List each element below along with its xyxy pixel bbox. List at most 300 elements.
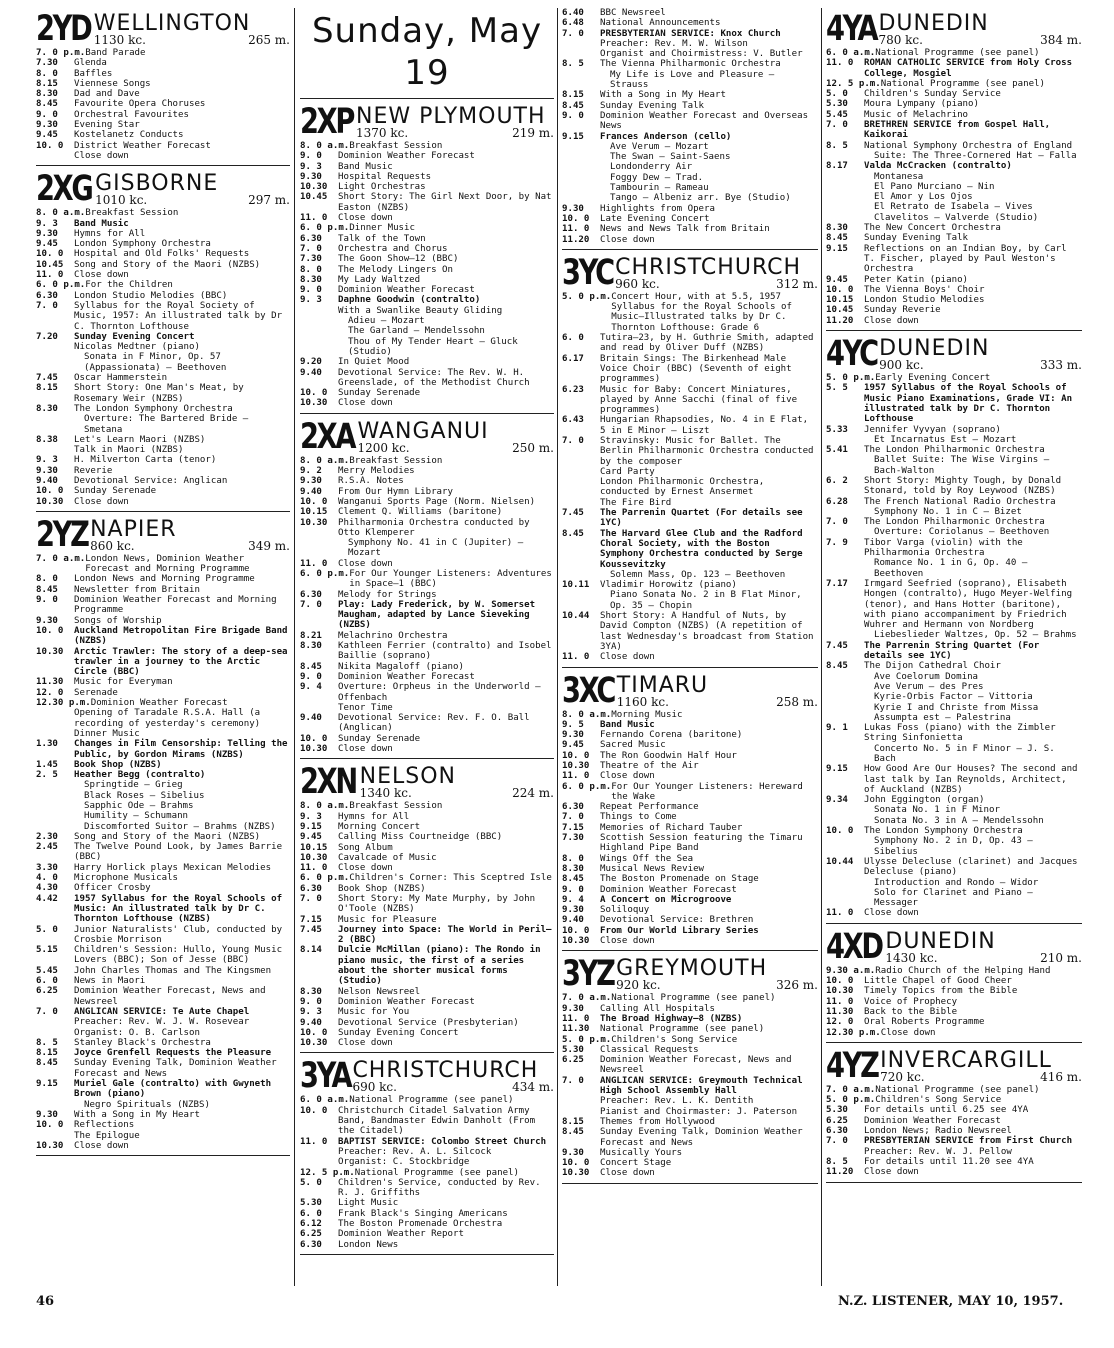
programme-time: 9.30 a.m. xyxy=(826,965,876,976)
programme-entry xyxy=(562,895,818,905)
programme-title: Reflections xyxy=(74,1120,135,1131)
programme-entry xyxy=(562,761,818,771)
programme-time: 9. 0 xyxy=(300,671,322,682)
programme-title: Sunday Evening Talk xyxy=(864,233,969,244)
programme-entry xyxy=(826,172,1082,182)
programme-entry xyxy=(300,672,554,682)
programme-entry xyxy=(300,559,554,569)
programme-entry xyxy=(36,945,290,966)
programme-entry xyxy=(562,812,818,822)
programme-time xyxy=(36,708,74,729)
programme-time: 10. 0 xyxy=(562,1158,590,1169)
programme-entry xyxy=(36,554,290,575)
column-3 xyxy=(562,8,818,1190)
programme-entry xyxy=(562,1168,818,1178)
programme-entry xyxy=(826,295,1082,305)
programme-entry xyxy=(562,529,818,570)
programme-title: Music for Baby: Concert Miniatures, played by Anne Sacchi (final of five programmes) xyxy=(600,384,798,416)
programme-title: Close down xyxy=(74,1140,129,1151)
programme-entry xyxy=(36,58,290,68)
programme-entry xyxy=(36,99,290,109)
programme-entry xyxy=(36,842,290,863)
programme-entry xyxy=(300,853,554,863)
programme-title: Close down xyxy=(338,213,393,224)
station-frequency: 780 kc. xyxy=(878,33,923,47)
station-rule xyxy=(562,249,818,250)
programme-time: 8.45 xyxy=(36,99,58,110)
programme-title: Children's Corner: This Sceptred Isle xyxy=(349,873,552,884)
programme-title: The Broad Highway—8 (NZBS) xyxy=(600,1013,743,1024)
programme-entry xyxy=(300,388,554,398)
programme-title: John Eggington (organ) xyxy=(864,795,985,806)
station-frequency-row xyxy=(356,127,554,139)
programme-time: 5.30 xyxy=(826,1105,848,1116)
programme-time: 9. 3 xyxy=(300,811,322,822)
programme-title: Children's Session: Hullo, Young Music Lovers (BBC); Son of Jesse (BBC) xyxy=(74,945,283,966)
programme-entry xyxy=(826,202,1082,212)
programme-title: Philharmonia Orchestra conducted by Otto Klemperer xyxy=(338,517,530,538)
programme-time: 7. 0 a.m. xyxy=(826,1084,876,1095)
programme-time: 9. 4 xyxy=(562,894,584,905)
programme-time: 12.30 p.m. xyxy=(826,1027,881,1038)
programme-time: 5.30 xyxy=(562,1044,584,1055)
station-frequency-row xyxy=(617,696,818,708)
programme-entry xyxy=(36,1110,290,1120)
programme-title: Sonata No. 1 in F Minor xyxy=(874,805,1000,816)
programme-title: Organist: O. B. Carlson xyxy=(74,1027,200,1038)
programme-entry xyxy=(36,151,290,161)
programme-time: 11. 0 xyxy=(826,58,854,69)
programme-title: Ave Verum — Mozart xyxy=(610,141,709,152)
programme-title: Dominion Weather Forecast xyxy=(338,151,475,162)
station-callsign: 4YZ xyxy=(826,1045,878,1086)
programme-time: 9.30 xyxy=(562,1003,584,1014)
programme-title: Orchestra and Chorus xyxy=(338,243,448,254)
programme-title: Sacred Music xyxy=(600,740,666,751)
station-wavelength: 312 m. xyxy=(776,276,818,291)
programme-entry xyxy=(36,863,290,873)
programme-title: Close down xyxy=(74,496,129,507)
programme-title: Sunday Evening Concert xyxy=(338,1027,459,1038)
programme-entry xyxy=(826,223,1082,233)
station-header xyxy=(826,1045,1082,1086)
programme-title: Cavalcade of Music xyxy=(338,852,437,863)
programme-entry xyxy=(562,508,818,529)
programme-title: Book Shop (NZBS) xyxy=(74,759,162,770)
programme-title: Muriel Gale (contralto) with Gwyneth Brown (piano) xyxy=(74,1079,272,1100)
programme-time xyxy=(36,352,74,373)
programme-entry xyxy=(300,1240,554,1250)
programme-title: The Parrenin String Quartet (For details see 1YC) xyxy=(864,640,1040,662)
programme-title: From Our World Library Series xyxy=(600,925,759,936)
programme-time: 10. 0 xyxy=(300,1105,328,1116)
programme-title: A Concert on Microgroove xyxy=(600,894,732,905)
programme-entry xyxy=(300,703,554,713)
programme-time: 8.45 xyxy=(826,661,848,672)
programme-time: 7. 0 xyxy=(300,894,322,904)
station-rule xyxy=(826,1042,1082,1043)
programme-entry xyxy=(36,986,290,1007)
station-wavelength: 219 m. xyxy=(512,126,554,140)
station-block xyxy=(36,169,290,512)
programme-time: 5.45 xyxy=(36,965,58,976)
programme-entry xyxy=(562,111,818,132)
programme-entry xyxy=(36,404,290,414)
programme-title: Preacher: Rev. W. J. Pellow xyxy=(864,1146,1012,1157)
programme-time xyxy=(826,672,864,682)
programme-time: 9.30 xyxy=(562,203,584,214)
programme-entry xyxy=(36,616,290,626)
programme-time: 6.30 xyxy=(826,1126,848,1137)
programme-title: Music for You xyxy=(338,1007,410,1018)
station-name: GREYMOUTH xyxy=(616,956,768,982)
programme-entry xyxy=(826,192,1082,202)
programme-title: Orchestral Favourites xyxy=(74,109,189,120)
programme-entry xyxy=(562,214,818,224)
programme-title: Repeat Performance xyxy=(600,802,699,813)
programme-time: 7.30 xyxy=(300,254,322,265)
programme-time: 8. 0 a.m. xyxy=(562,709,612,720)
programme-time: 9.45 xyxy=(562,740,584,751)
station-wavelength: 265 m. xyxy=(248,33,290,47)
programme-time: 8.38 xyxy=(36,434,58,445)
station-rule xyxy=(562,667,818,668)
programme-title: Close down xyxy=(880,1027,936,1038)
programme-title: Reflections on an Indian Boy, by Carl T. Fischer, played by Paul Weston's Orchestra xyxy=(864,243,1067,275)
programme-title: The Boston Promenade on Stage xyxy=(600,874,759,885)
programme-time: 7. 0 xyxy=(562,1075,584,1086)
programme-entry xyxy=(300,641,554,662)
station-rule xyxy=(300,1254,554,1255)
programme-title: National Symphony Orchestra of England xyxy=(864,140,1073,151)
programme-time xyxy=(826,878,864,888)
programme-time: 8. 5 xyxy=(826,1156,848,1167)
programme-entry xyxy=(562,1035,818,1045)
programme-title: The London Symphony Orchestra xyxy=(74,403,233,414)
programme-time: 8.15 xyxy=(36,78,58,89)
station-callsign: 2XN xyxy=(300,762,356,803)
programme-time: 9. 0 xyxy=(300,151,322,162)
programme-time: 4. 0 xyxy=(36,873,58,884)
programme-entry xyxy=(826,764,1082,795)
programme-entry xyxy=(36,497,290,507)
station-frequency: 1340 kc. xyxy=(359,786,412,801)
programme-entry xyxy=(562,142,818,152)
programme-time: 9.30 xyxy=(562,730,584,741)
programme-time xyxy=(562,590,600,611)
programme-title: Concerto No. 5 in F Minor — J. S. Bach xyxy=(874,743,1055,764)
programme-time xyxy=(36,1017,74,1027)
programme-title: Symphony No. 1 in C — Bizet xyxy=(874,506,1022,517)
programme-entry xyxy=(36,291,290,301)
programme-entry xyxy=(562,885,818,895)
programme-entry xyxy=(300,456,554,466)
programme-title: London News xyxy=(338,1239,399,1250)
programme-entry xyxy=(562,580,818,590)
programme-time: 5. 0 p.m. xyxy=(826,373,876,384)
programme-time: 8. 5 xyxy=(826,140,848,151)
programme-time: 8.45 xyxy=(562,528,584,539)
programme-time: 7.15 xyxy=(300,914,322,925)
column-divider xyxy=(294,8,295,1286)
programme-time: 10.30 xyxy=(562,1168,590,1179)
station-frequency: 860 kc. xyxy=(90,538,135,553)
programme-entry xyxy=(826,305,1082,315)
programme-title: Sunday Evening Talk, Dominion Weather Forecast and News xyxy=(74,1058,277,1079)
programme-entry xyxy=(300,843,554,853)
station-header xyxy=(36,9,290,49)
programme-entry xyxy=(300,662,554,672)
programme-time xyxy=(36,791,74,801)
programme-time: 9.20 xyxy=(300,357,322,368)
programme-title: Talk in Maori (NZBS) xyxy=(74,445,184,456)
programme-time: 10. 0 xyxy=(36,1120,64,1131)
programme-time: 7.45 xyxy=(300,924,322,935)
programme-entry xyxy=(300,801,554,811)
programme-entry xyxy=(826,692,1082,702)
programme-entry xyxy=(826,1007,1082,1017)
programme-entry xyxy=(300,234,554,244)
station-block xyxy=(826,9,1082,331)
station-rule xyxy=(826,923,1082,924)
programme-entry xyxy=(36,780,290,790)
programme-title: Microphone Musicals xyxy=(74,873,179,884)
programme-time: 7. 0 p.m. xyxy=(36,48,86,58)
programme-title: Book Shop (NZBS) xyxy=(338,883,426,894)
programme-title: Children's Sunday Service xyxy=(864,89,1001,100)
programme-title: Arctic Trawler: The story of a deep-sea trawler in a journey to the Arctic Circle (BBC) xyxy=(74,646,288,678)
programme-entry xyxy=(826,517,1082,527)
programme-time: 5.33 xyxy=(826,424,848,435)
programme-entry xyxy=(562,183,818,193)
programme-entry xyxy=(36,48,290,58)
programme-title: Dominion Weather Forecast, News and Newsreel xyxy=(600,1055,792,1076)
station-name-block xyxy=(878,11,1082,47)
programme-title: Joyce Grenfell Requests the Pleasure xyxy=(74,1048,272,1059)
station-rule xyxy=(300,758,554,759)
programme-time xyxy=(300,316,338,326)
programme-entry xyxy=(562,1127,818,1148)
station-wavelength: 434 m. xyxy=(512,1080,554,1095)
programme-title: Britain Sings: The Birkenhead Male Voice Choir (BBC) (Seventh of eight programmes) xyxy=(600,353,792,385)
programme-time xyxy=(300,306,338,316)
programme-entry xyxy=(826,182,1082,192)
programme-title: Band Music xyxy=(600,719,655,730)
programme-entry xyxy=(826,878,1082,888)
programme-time xyxy=(562,49,600,59)
programme-time xyxy=(36,811,74,821)
station-wavelength: 210 m. xyxy=(1040,950,1082,965)
programme-entry xyxy=(826,244,1082,275)
station-rule xyxy=(826,1182,1082,1183)
programme-title: For Our Younger Listeners: Hereward the Wake xyxy=(611,781,803,802)
page-number: 46 xyxy=(36,1294,55,1309)
programme-time xyxy=(562,39,600,49)
programme-title: Close down xyxy=(338,1038,393,1049)
programme-entry xyxy=(826,1147,1082,1157)
programme-time: 8.45 xyxy=(36,584,58,595)
programme-title: The Vienna Boys' Choir xyxy=(864,284,985,295)
programme-title: Dominion Weather Forecast xyxy=(338,671,475,682)
programme-entry xyxy=(826,908,1082,918)
programme-time xyxy=(826,213,864,223)
programme-time: 11. 0 xyxy=(300,213,328,224)
programme-time: 8. 0 a.m. xyxy=(300,141,350,151)
programme-title: ANGLICAN SERVICE: Greymouth Technical High School Assembly Hall xyxy=(600,1075,803,1097)
programme-title: Song and Story of the Maori (NZBS) xyxy=(74,259,261,270)
programme-entry xyxy=(300,744,554,754)
programme-title: The Vienna Philharmonic Orchestra xyxy=(600,59,781,70)
programme-entry xyxy=(826,723,1082,744)
programme-title: National Programme (see panel) xyxy=(354,1167,519,1178)
programme-entry xyxy=(562,823,818,833)
programme-title: Highlights from Opera xyxy=(600,203,715,214)
programme-entry xyxy=(826,641,1082,662)
programme-time: 10. 0 xyxy=(300,496,328,507)
station-name-block xyxy=(879,336,1082,373)
programme-title: Short Story: The Girl Next Door, by Nat Easton (NZBS) xyxy=(338,192,552,213)
station-wavelength: 384 m. xyxy=(1040,33,1082,47)
programme-time: 9. 0 xyxy=(562,884,584,895)
programme-title: Auckland Metropolitan Fire Brigade Band (NZBS) xyxy=(74,625,288,647)
programme-entry xyxy=(562,354,818,385)
programme-time: 7. 0 xyxy=(562,28,584,39)
programme-time: 10.30 xyxy=(36,496,64,507)
programme-entry xyxy=(562,333,818,354)
programme-entry xyxy=(300,337,554,358)
programme-title: Music of Melachrino xyxy=(864,109,969,120)
programme-title: Evening Star xyxy=(74,120,140,131)
programme-title: Christchurch Citadel Salvation Army Band, Bandmaster Edwin Danholt (From the Citadel) xyxy=(338,1105,536,1137)
programme-title: BBC Newsreel xyxy=(600,8,666,18)
programme-time: 9. 0 xyxy=(300,996,322,1007)
programme-title: The Dijon Cathedral Choir xyxy=(864,661,1001,672)
programme-title: Memories of Richard Tauber xyxy=(600,822,743,833)
programme-entry xyxy=(562,1045,818,1055)
programme-entry xyxy=(300,1106,554,1137)
programme-time: 1.45 xyxy=(36,759,58,770)
programme-entry xyxy=(300,162,554,172)
station-header xyxy=(300,416,554,457)
station-frequency-row xyxy=(615,278,818,290)
programme-time: 7.30 xyxy=(36,58,58,69)
programme-time xyxy=(36,342,74,352)
programme-entry xyxy=(826,445,1082,455)
programme-time xyxy=(562,152,600,162)
station-frequency-row xyxy=(360,787,554,799)
column-divider xyxy=(821,8,822,1286)
programme-time: 8. 0 xyxy=(562,853,584,864)
programme-time: 12. 5 p.m. xyxy=(300,1167,355,1178)
programme-entry xyxy=(300,812,554,822)
programme-entry xyxy=(826,1157,1082,1167)
programme-title: Theatre of the Air xyxy=(600,761,699,771)
programme-title: The London Philharmonic Orchestra xyxy=(864,517,1045,528)
programme-time: 9.15 xyxy=(300,821,322,832)
programme-title: National Programme (see panel) xyxy=(875,48,1040,58)
programme-entry xyxy=(562,8,818,18)
programme-time: 10.15 xyxy=(826,295,854,306)
programme-time xyxy=(36,414,74,435)
programme-title: Children's Song Service xyxy=(875,1095,1002,1106)
programme-title: Valda McCracken (contralto) xyxy=(864,161,1012,172)
programme-time: 5. 5 xyxy=(826,383,848,394)
programme-entry xyxy=(300,265,554,275)
programme-title: Breakfast Session xyxy=(349,801,443,812)
station-frequency: 900 kc. xyxy=(879,358,924,373)
programme-entry xyxy=(562,467,818,477)
programme-title: Baffles xyxy=(74,68,113,79)
programme-title: Glenda xyxy=(74,58,107,69)
programme-title: Nelson Newsreel xyxy=(338,986,421,997)
programme-time: 9. 0 xyxy=(36,109,58,120)
programme-entry xyxy=(300,1095,554,1105)
programme-entry xyxy=(300,398,554,408)
programme-entry xyxy=(826,1126,1082,1136)
programme-entry xyxy=(36,1079,290,1100)
programme-title: Symphony No. 41 in C (Jupiter) — Mozart xyxy=(348,538,524,559)
programme-title: El Retrato de Isabela — Vives xyxy=(874,202,1033,213)
programme-time xyxy=(826,202,864,212)
programme-entry xyxy=(562,730,818,740)
programme-entry xyxy=(36,966,290,976)
programme-time: 6.12 xyxy=(300,1219,322,1230)
programme-entry xyxy=(36,574,290,584)
programme-entry xyxy=(562,59,818,69)
programme-entry xyxy=(826,703,1082,724)
programme-time: 7.45 xyxy=(36,373,58,384)
station-block xyxy=(300,762,554,1053)
programme-time: 9.45 xyxy=(36,130,58,141)
programme-entry xyxy=(300,1157,554,1167)
programme-time: 6.40 xyxy=(562,8,584,18)
programme-time xyxy=(36,780,74,790)
programme-title: The Epilogue xyxy=(74,1130,140,1141)
programme-title: Melachrino Orchestra xyxy=(338,630,448,641)
programme-title: London News and Morning Programme xyxy=(74,574,255,585)
programme-title: The French National Radio Orchestra xyxy=(864,496,1056,507)
programme-title: Early Evening Concert xyxy=(875,373,991,384)
programme-title: Music for Everyman xyxy=(74,677,173,688)
programme-entry xyxy=(826,213,1082,223)
programme-time: 6.28 xyxy=(826,496,848,507)
programme-title: BRETHREN SERVICE from Gospel Hall, Kaikorai xyxy=(864,120,1051,141)
programme-entry xyxy=(562,936,818,946)
programme-title: Devotional Service: The Rev. W. H. Greenslade, of the Methodist Church xyxy=(338,367,530,388)
programme-entry xyxy=(300,326,554,336)
programme-entry xyxy=(826,435,1082,445)
station-rule xyxy=(36,165,290,166)
programme-title: Kostelanetz Conducts xyxy=(74,130,184,141)
programme-entry xyxy=(562,90,818,100)
programme-title: Ballet Suite: The Wise Virgins — Bach-Walton xyxy=(874,455,1050,476)
programme-time: 9.40 xyxy=(300,367,322,378)
programme-time: 9.45 xyxy=(826,274,848,285)
programme-entry xyxy=(300,497,554,507)
programme-title: Dinner Music xyxy=(349,223,415,234)
programme-time xyxy=(300,337,338,358)
programme-title: Nikita Magaloff (piano) xyxy=(338,661,464,672)
programme-entry xyxy=(562,782,818,803)
programme-time: 8.15 xyxy=(36,1048,58,1059)
programme-entry xyxy=(300,1168,554,1178)
programme-title: Tango — Albeniz arr. Bye (Studio) xyxy=(610,193,791,204)
programme-entry xyxy=(826,1017,1082,1027)
programme-entry xyxy=(826,151,1082,161)
programme-time: 6. 0 xyxy=(36,976,58,987)
programme-title: National Programme (see panel) xyxy=(349,1095,514,1106)
programme-time xyxy=(562,193,600,203)
